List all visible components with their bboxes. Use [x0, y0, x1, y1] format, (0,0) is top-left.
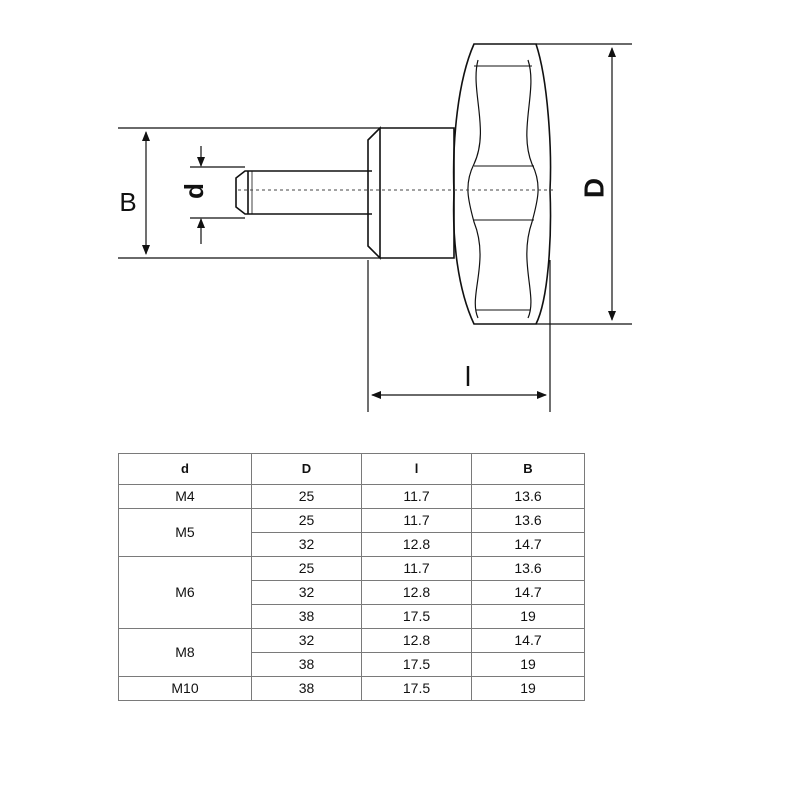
- cell-B: 13.6: [472, 485, 585, 509]
- header-B: B: [472, 454, 585, 485]
- header-D: D: [252, 454, 362, 485]
- header-l: l: [362, 454, 472, 485]
- cell-thread-size: M4: [119, 485, 252, 509]
- cell-D: 32: [252, 533, 362, 557]
- table-header-row: [119, 454, 585, 485]
- cell-thread-size: M5: [119, 509, 252, 557]
- cell-l: 17.5: [362, 605, 472, 629]
- cell-B: 13.6: [472, 509, 585, 533]
- label-B: B: [119, 187, 137, 217]
- cell-B: 19: [472, 653, 585, 677]
- cell-D: 32: [252, 581, 362, 605]
- collar: [368, 128, 380, 258]
- label-l: l: [464, 361, 472, 392]
- cell-D: 25: [252, 557, 362, 581]
- table-row: [119, 557, 585, 581]
- cell-B: 19: [472, 677, 585, 701]
- table-row: [119, 509, 585, 533]
- table-row: [119, 485, 585, 509]
- table-body: [119, 485, 585, 701]
- hub: [380, 128, 454, 258]
- cell-thread-size: M6: [119, 557, 252, 629]
- label-d: d: [178, 183, 209, 199]
- cell-l: 12.8: [362, 581, 472, 605]
- cell-D: 32: [252, 629, 362, 653]
- cell-D: 38: [252, 653, 362, 677]
- cell-B: 14.7: [472, 629, 585, 653]
- cell-thread-size: M8: [119, 629, 252, 677]
- cell-l: 11.7: [362, 557, 472, 581]
- cell-D: 25: [252, 485, 362, 509]
- cell-l: 17.5: [362, 677, 472, 701]
- header-d: d: [119, 454, 252, 485]
- cell-B: 19: [472, 605, 585, 629]
- table-row: [119, 677, 585, 701]
- cell-l: 11.7: [362, 485, 472, 509]
- threaded-stud: [236, 171, 372, 214]
- cell-thread-size: M10: [119, 677, 252, 701]
- cell-l: 17.5: [362, 653, 472, 677]
- table-row: [119, 629, 585, 653]
- cell-l: 12.8: [362, 629, 472, 653]
- lobe-line-left: [468, 60, 481, 318]
- cell-l: 11.7: [362, 509, 472, 533]
- cell-D: 38: [252, 605, 362, 629]
- cell-D: 25: [252, 509, 362, 533]
- cell-B: 14.7: [472, 581, 585, 605]
- label-D: D: [578, 177, 610, 199]
- cell-D: 38: [252, 677, 362, 701]
- cell-B: 14.7: [472, 533, 585, 557]
- cell-B: 13.6: [472, 557, 585, 581]
- lobe-line-right: [527, 60, 538, 318]
- dimension-lines: [118, 44, 632, 412]
- cell-l: 12.8: [362, 533, 472, 557]
- knob-outline: [236, 44, 550, 324]
- dimension-table: [118, 453, 585, 701]
